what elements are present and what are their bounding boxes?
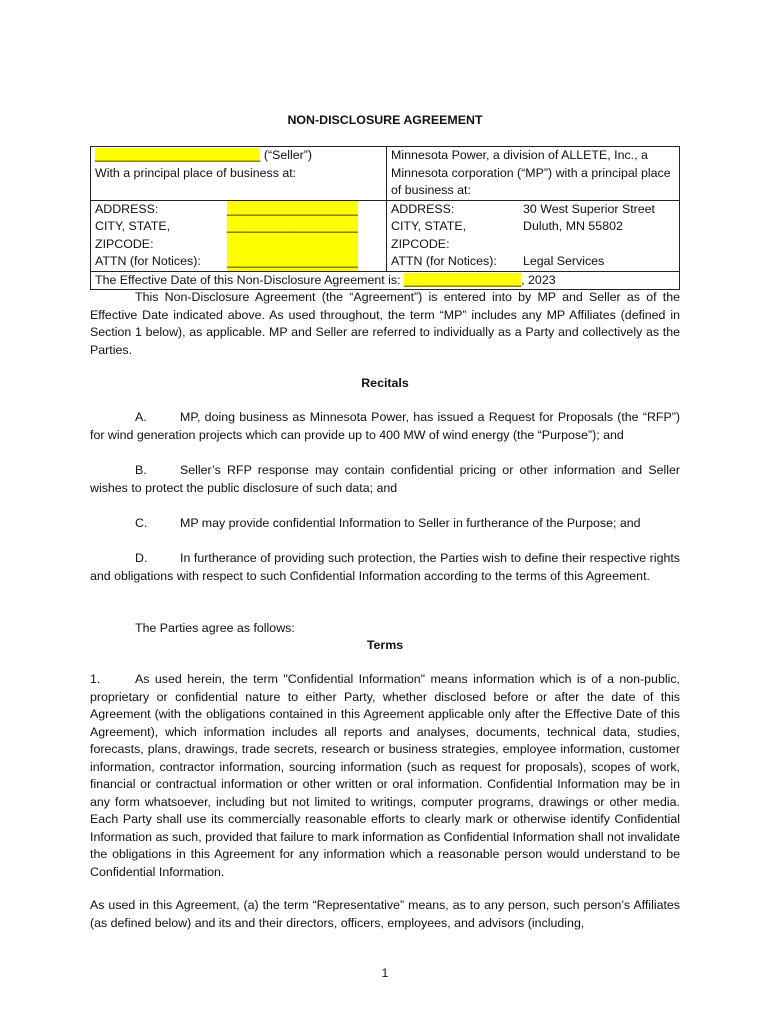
seller-label: (“Seller”) [260, 148, 313, 162]
seller-address-blank[interactable]: ___________________ [227, 201, 358, 219]
mp-attn-label: ATTN (for Notices): [391, 254, 497, 268]
mp-attn-value: Legal Services [523, 254, 605, 268]
term-1 [90, 671, 680, 881]
seller-address-cell [91, 200, 387, 271]
term-number: 1. [90, 672, 101, 686]
terms-heading: Terms [366, 638, 404, 652]
recital-text: In furtherance of providing such protection, the Parties wish to define their respective rights and obligations with respect to such Confidential Information according to the terms of this Agreement. [90, 551, 680, 583]
seller-name-blank[interactable]: ________________________ [95, 148, 261, 162]
recital-letter: B. [135, 463, 147, 477]
recital-text: MP may provide confidential Information to Seller in furtherance of the Purpose; and [180, 516, 641, 530]
agree-statement: The Parties agree as follows: [135, 621, 295, 635]
recital-text: Seller’s RFP response may contain confidential pricing or other information and Seller wishes to protect the public disclosure of such data; and [90, 463, 680, 495]
mp-description: Minnesota Power, a division of ALLETE, Inc., a Minnesota corporation (“MP”) with a principal place of business at: [391, 148, 671, 197]
mp-city-value: Duluth, MN 55802 [523, 219, 623, 233]
parties-table [90, 146, 680, 290]
effective-date-year: , 2023 [521, 272, 556, 287]
recitals-heading: Recitals [361, 376, 409, 390]
page-number: 1 [381, 966, 389, 980]
recital-letter: C. [135, 516, 148, 530]
recital-a [90, 409, 680, 444]
recital-letter: A. [135, 410, 147, 424]
mp-address-label: ADDRESS: [391, 201, 455, 216]
effective-date-blank[interactable]: _________________ [404, 272, 522, 287]
recital-c [90, 515, 680, 533]
intro-paragraph: This Non-Disclosure Agreement (the “Agreement”) is entered into by MP and Seller as of the Effective Date indicated above. As used throughout, the term “MP” includes any MP Affiliates (defined in Section 1 below), as applicable. MP and Seller are referred to individually as a Party and collectively as the Parties. [90, 290, 680, 357]
seller-address-label: ADDRESS: [95, 201, 159, 216]
seller-cell [91, 147, 387, 201]
recital-b [90, 462, 680, 497]
document-title: NON-DISCLOSURE AGREEMENT [287, 113, 483, 127]
recital-d [90, 550, 680, 585]
representative-paragraph: As used in this Agreement, (a) the term “Representative” means, as to any person, such person’s Affiliates (as defined below) and its and their directors, officers, employees, and advisors (including, [90, 898, 680, 930]
seller-principal: With a principal place of business at: [95, 165, 297, 180]
recital-text: MP, doing business as Minnesota Power, has issued a Request for Proposals (the “RFP”) for wind generation projects which can provide up to 400 MW of wind energy (the “Purpose”); and [90, 410, 680, 442]
effective-date-label: The Effective Date of this Non-Disclosure Agreement is: [95, 272, 404, 287]
effective-date-cell [91, 271, 680, 290]
mp-cell [387, 147, 680, 201]
seller-city-blank[interactable]: ___________________ [227, 218, 358, 253]
seller-city-label: CITY, STATE, ZIPCODE: [95, 219, 171, 251]
recital-letter: D. [135, 551, 148, 565]
mp-city-label: CITY, STATE, ZIPCODE: [391, 219, 467, 251]
mp-address-value: 30 West Superior Street [523, 201, 656, 216]
seller-attn-blank[interactable]: ___________________ [227, 253, 358, 271]
seller-attn-label: ATTN (for Notices): [95, 254, 201, 268]
term-text: As used herein, the term "Confidential Information" means information which is of a non-public, proprietary or confidential nature to either Party, whether disclosed before or after the date of this Agreement (with the obligations contained in this Agreement applicable only after the Effective Date of this Agreement), which information includes all reports and analyses, documents, technical data, studies, forecasts, plans, drawings, trade secrets, research or business strategies, employee information, customer information, contractor information, sourcing information (such as request for proposals), scopes of work, financial or contractual information or other written or oral information. Confidential Information may be in any form whatsoever, including but not limited to writings, computer programs, drawings or other media. Each Party shall use its commercially reasonable efforts to clearly mark or otherwise identify Confidential Information as such, provided that failure to mark information as Confidential Information shall not invalidate the obligations in this Agreement for any information which a reasonable person would understand to be Confidential Information. [90, 672, 680, 879]
mp-address-cell [387, 200, 680, 271]
